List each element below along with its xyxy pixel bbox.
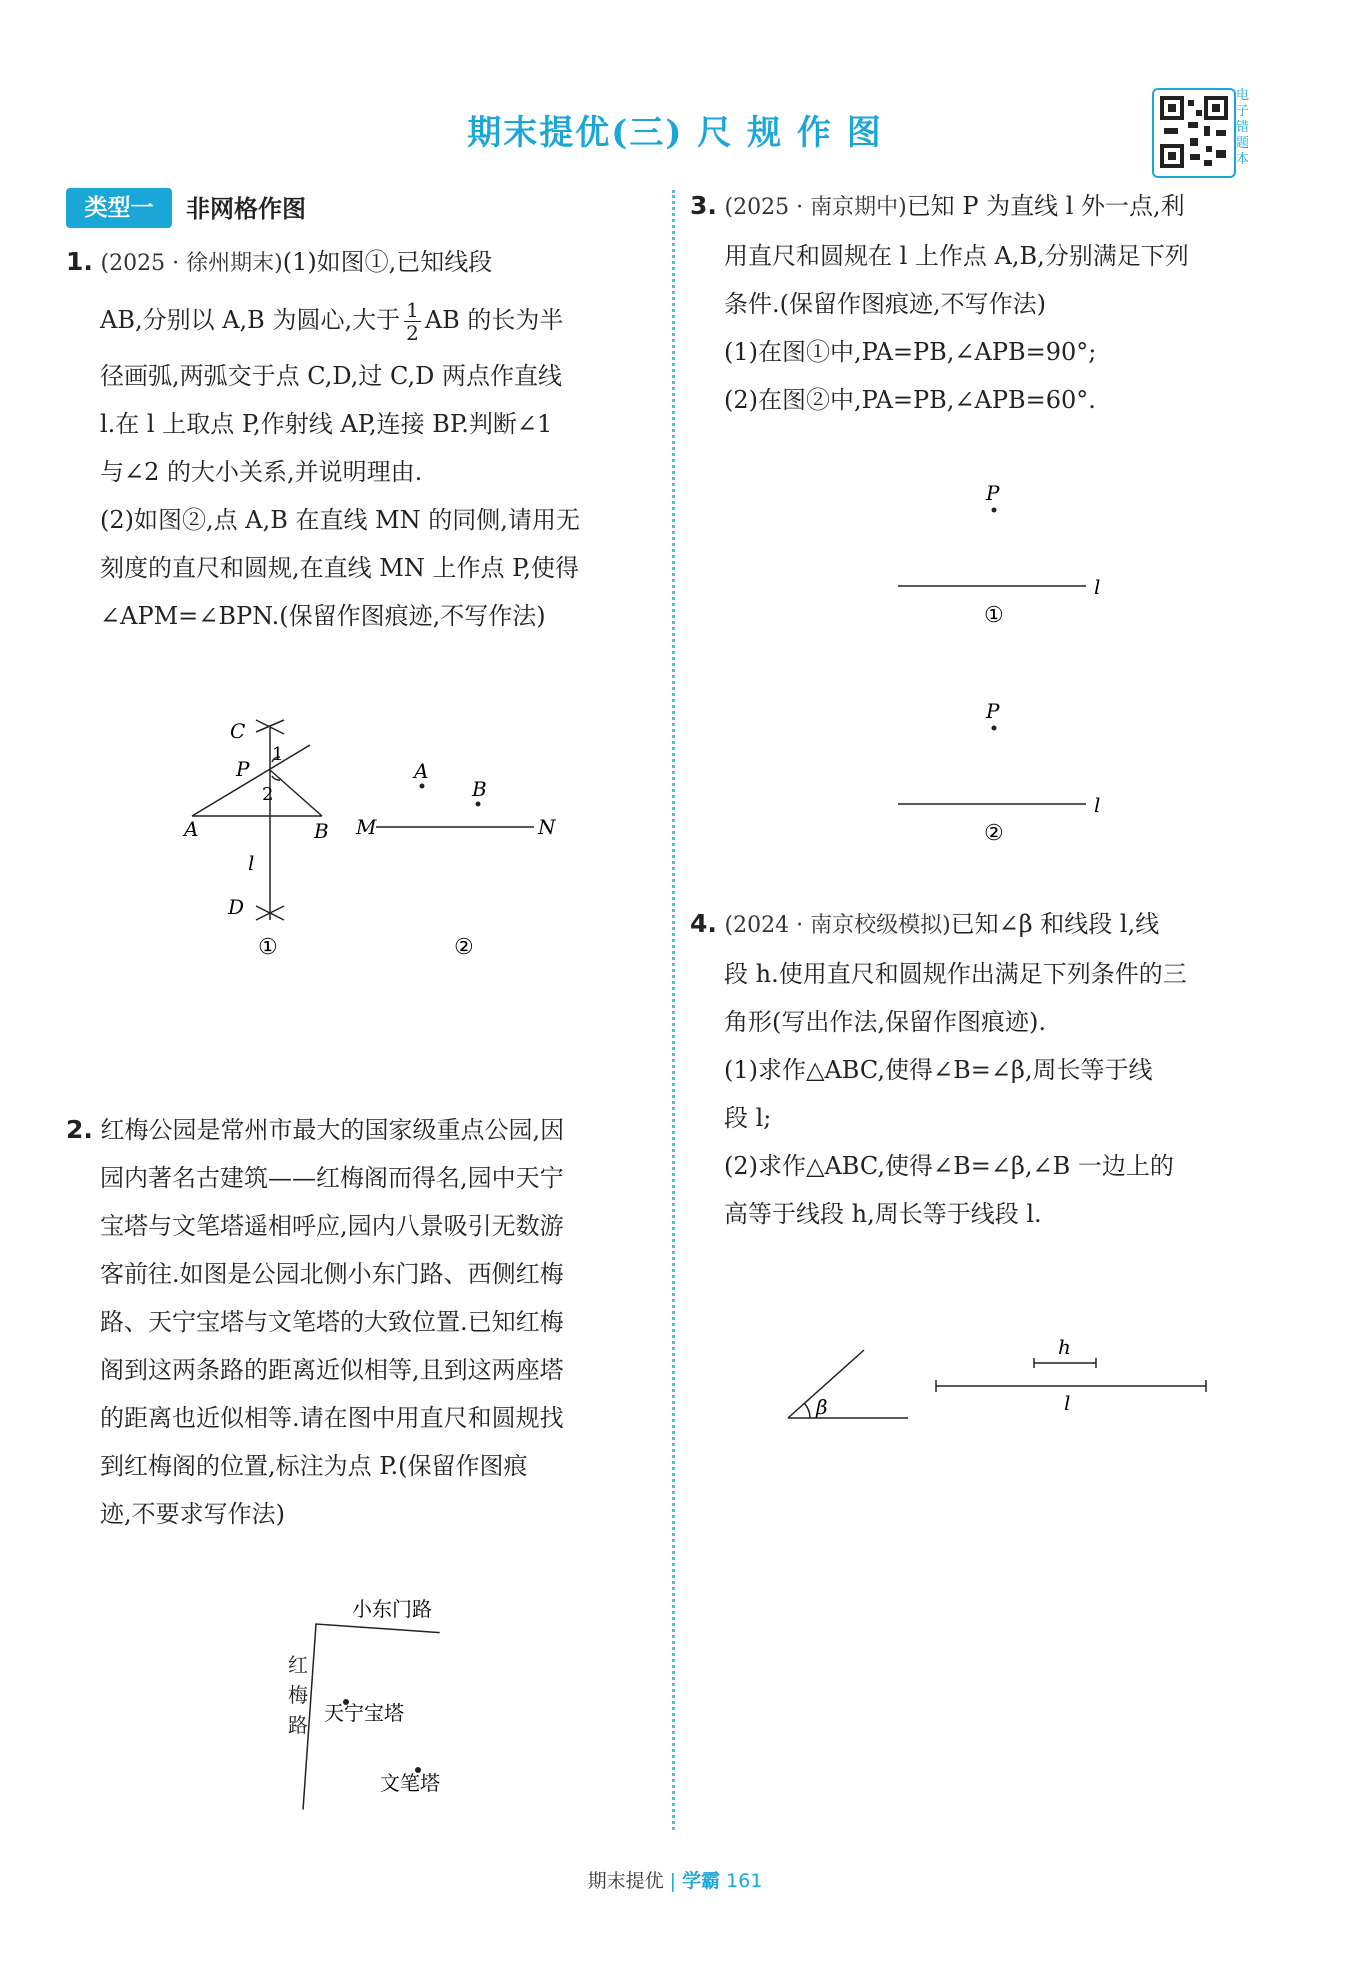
text-line: 已知 P 为直线 l 外一点,利 <box>906 192 1185 220</box>
figure-1 <box>192 720 322 920</box>
label-N: N <box>538 815 556 839</box>
page-number: 161 <box>726 1870 763 1892</box>
page-footer: 期末提优 | 学霸 161 <box>587 1870 763 1892</box>
text-line: 高等于线段 h,周长等于线段 l. <box>724 1200 1042 1228</box>
text-line: 条件.(保留作图痕迹,不写作法) <box>724 290 1046 318</box>
column-divider <box>672 190 675 1830</box>
text-line: 已知∠β 和线段 l,线 <box>950 910 1160 938</box>
label-M: M <box>356 815 377 839</box>
label-l: l <box>248 851 255 875</box>
label-A2: A <box>414 759 429 783</box>
label-l: l <box>1064 1391 1071 1415</box>
figure-caption: ② <box>454 935 474 960</box>
type-badge: 类型一 <box>66 188 172 228</box>
problem-1 <box>66 238 656 640</box>
footer-section: 期末提优 <box>587 1870 664 1892</box>
label-C: C <box>230 719 246 743</box>
text-line: 段 h.使用直尺和圆规作出满足下列条件的三 <box>724 960 1187 988</box>
label-D: D <box>228 895 245 919</box>
page-title: 期末提优(三) 尺 规 作 图 <box>467 113 883 153</box>
text-line: 宝塔与文笔塔遥相呼应,园内八景吸引无数游 <box>100 1212 564 1240</box>
point-P <box>992 508 997 513</box>
text-line: (2)在图②中,PA=PB,∠APB=60°. <box>724 386 1096 414</box>
problem-3 <box>690 182 1290 424</box>
text-line: ∠APM=∠BPN.(保留作图痕迹,不写作法) <box>100 602 546 630</box>
problem-4 <box>690 900 1290 1238</box>
label-angle-2: 2 <box>262 784 274 805</box>
label-h: h <box>1058 1335 1071 1359</box>
figure-caption: ① <box>258 935 278 960</box>
problem-number: 3. <box>690 191 717 220</box>
figure-caption: ② <box>984 821 1004 846</box>
tower-2-label: 文笔塔 <box>380 1771 440 1795</box>
text-line: l.在 l 上取点 P,作射线 AP,连接 BP.判断∠1 <box>100 410 553 438</box>
road-north-label: 小东门路 <box>352 1597 432 1621</box>
label-l: l <box>1094 575 1101 599</box>
tower-1-label: 天宁宝塔 <box>324 1701 404 1725</box>
text-line: (2)求作△ABC,使得∠B=∠β,∠B 一边上的 <box>724 1152 1174 1180</box>
problem-1-figures <box>170 710 590 970</box>
text-line: AB 的长为半 <box>424 306 564 334</box>
text-line: 阁到这两条路的距离近似相等,且到这两座塔 <box>100 1356 564 1384</box>
text-line: 红梅公园是常州市最大的国家级重点公园,因 <box>100 1116 565 1144</box>
problem-source: (2025 · 南京期中) <box>724 195 907 220</box>
figure-2 <box>376 784 534 828</box>
text-line: 的距离也近似相等.请在图中用直尺和圆规找 <box>100 1404 564 1432</box>
text-line: (2)如图②,点 A,B 在直线 MN 的同侧,请用无 <box>100 506 580 534</box>
problem-2 <box>66 1106 656 1538</box>
label-P2: P <box>986 699 1000 723</box>
text-line: 客前往.如图是公园北侧小东门路、西侧红梅 <box>100 1260 564 1288</box>
text-line: 径画弧,两弧交于点 C,D,过 C,D 两点作直线 <box>100 362 563 390</box>
label-beta: β <box>816 1395 828 1419</box>
text-line: AB,分别以 A,B 为圆心,大于 <box>100 306 401 334</box>
problem-number: 4. <box>690 909 717 938</box>
label-angle-1: 1 <box>272 744 284 765</box>
text-line: 段 l; <box>724 1104 772 1132</box>
text-line: 角形(写出作法,保留作图痕迹). <box>724 1008 1046 1036</box>
qr-code[interactable] <box>1152 88 1260 180</box>
text-line: (1)在图①中,PA=PB,∠APB=90°; <box>724 338 1097 366</box>
text-line: 用直尺和圆规在 l 上作点 A,B,分别满足下列 <box>724 242 1189 270</box>
label-B: B <box>314 819 329 843</box>
text-line: 迹,不要求写作法) <box>100 1500 285 1528</box>
road-west-label: 红梅路 <box>288 1653 308 1737</box>
text-line: 到红梅阁的位置,标注为点 P.(保留作图痕 <box>100 1452 528 1480</box>
problem-number: 2. <box>66 1115 93 1144</box>
problem-2-map <box>280 1580 500 1820</box>
problem-4-figure <box>780 1330 1220 1440</box>
footer-brand: 学霸 <box>682 1870 721 1892</box>
text-line: (1)求作△ABC,使得∠B=∠β,周长等于线 <box>724 1056 1153 1084</box>
label-P: P <box>986 481 1000 505</box>
text-line: 路、天宁宝塔与文笔塔的大致位置.已知红梅 <box>100 1308 564 1336</box>
fraction: $\frac{1}{2}$ <box>406 298 419 345</box>
point-A <box>420 784 425 789</box>
label-l2: l <box>1094 793 1101 817</box>
label-A: A <box>184 817 199 841</box>
text-line: 园内著名古建筑——红梅阁而得名,园中天宁 <box>100 1164 564 1192</box>
point-P2 <box>992 726 997 731</box>
qr-label: 电子错题本 <box>1236 88 1250 167</box>
qr-code-icon <box>1152 88 1236 178</box>
problem-number: 1. <box>66 247 93 276</box>
figure-2 <box>898 726 1086 805</box>
label-B2: B <box>472 777 487 801</box>
text-line: 与∠2 的大小关系,并说明理由. <box>100 458 423 486</box>
figure-caption: ① <box>984 603 1004 628</box>
text-line: 刻度的直尺和圆规,在直线 MN 上作点 P,使得 <box>100 554 580 582</box>
point-B <box>476 802 481 807</box>
problem-3-figures <box>880 470 1120 850</box>
problem-source: (2025 · 徐州期末) <box>100 251 283 276</box>
figure-1 <box>898 508 1086 587</box>
type-title: 非网格作图 <box>186 195 306 223</box>
label-P: P <box>236 757 250 781</box>
problem-source: (2024 · 南京校级模拟) <box>724 913 951 938</box>
text-line: (1)如图①,已知线段 <box>282 248 493 276</box>
